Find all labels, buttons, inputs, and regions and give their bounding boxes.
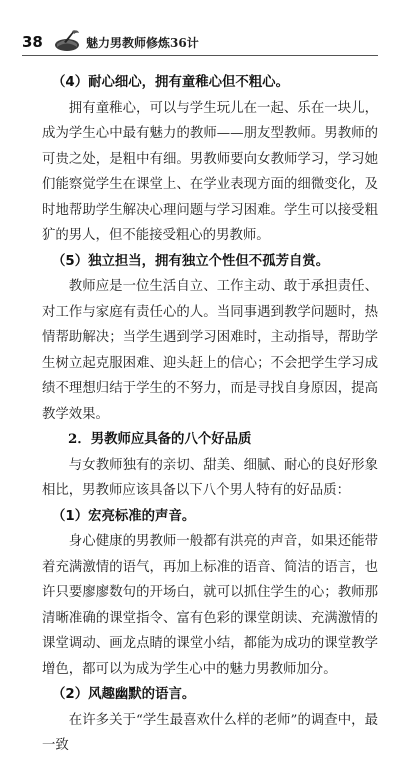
paragraph-childlike-heart: 拥有童稚心，可以与学生玩儿在一起、乐在一块儿，成为学生心中最有魅力的教师——朋友型教师。男教师的可贵之处，是粗中有细。男教师要向女教师学习，学习她们能察觉学生在课堂上、在学业表现方面的细微变化，及时地帮助学生解决心理问题与学习困难。学生可以接受粗犷的男人，但不能接受粗心的男教师。 xyxy=(42,100,378,243)
subheading-voice: （1）宏亮标准的声音。 xyxy=(52,508,196,524)
subheading-independence: （5）独立担当，拥有独立个性但不孤芳自赏。 xyxy=(52,253,330,269)
page-body xyxy=(42,70,378,759)
section-heading-eight-qualities: 2．男教师应具备的八个好品质 xyxy=(68,431,252,447)
book-title: 魅力男教师修炼36计 xyxy=(86,36,199,50)
page-number: 38 xyxy=(22,33,43,51)
subheading-humor: （2）风趣幽默的语言。 xyxy=(52,687,196,702)
book-quill-icon xyxy=(52,28,82,54)
header-divider xyxy=(22,55,378,56)
paragraph-survey: 在许多关于“学生最喜欢什么样的老师”的调查中，最一致 xyxy=(42,712,378,753)
paragraph-voice: 身心健康的男教师一般都有洪亮的声音，如果还能带着充满激情的语气，再加上标准的语音、简洁的语言，也许只要廖廖数句的开场白，就可以抓住学生的心；教师那清晰准确的课堂指令、富有色彩的课堂朗读、充满激情的课堂调动、画龙点睛的课堂小结，都能为成功的课堂教学增色，都可以为成为学生心中的魅力男教师加分。 xyxy=(42,534,378,677)
subheading-patience: （4）耐心细心，拥有童稚心但不粗心。 xyxy=(52,75,289,90)
paragraph-qualities-intro: 与女教师独有的亲切、甜美、细腻、耐心的良好形象相比，男教师应该具备以下八个男人特有的好品质： xyxy=(42,457,378,498)
page-header xyxy=(0,0,400,66)
paragraph-responsibility: 教师应是一位生活自立、工作主动、敢于承担责任、对工作与家庭有责任心的人。当同事遇到教学问题时，热情帮助解决；当学生遇到学习困难时，主动指导，帮助学生树立起克服困难、迎头赶上的信心；不会把学生学习成绩不理想归结于学生的不努力，而是寻找自身原因，提高教学效果。 xyxy=(42,279,378,422)
